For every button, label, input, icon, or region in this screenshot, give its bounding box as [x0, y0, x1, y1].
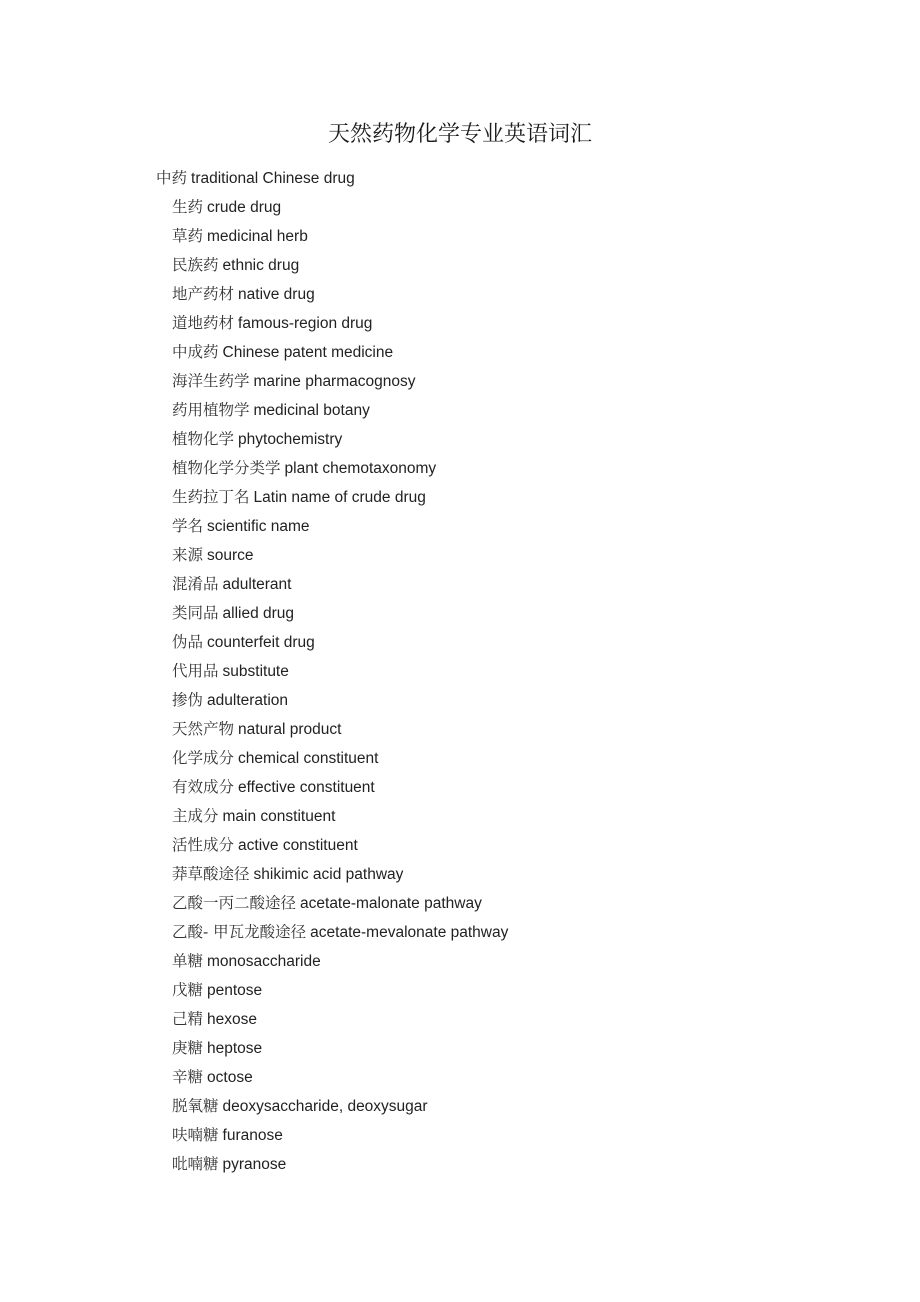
term-chinese: 中成药: [172, 343, 219, 361]
term-english: plant chemotaxonomy: [284, 460, 437, 477]
term-english: deoxysaccharide, deoxysugar: [222, 1098, 428, 1115]
term-english: marine pharmacognosy: [253, 373, 416, 390]
term-row: [156, 860, 856, 889]
term-english: acetate-malonate pathway: [300, 895, 482, 912]
term-english: effective constituent: [238, 779, 375, 796]
term-row: [156, 396, 856, 425]
term-row: [156, 773, 856, 802]
term-english: octose: [207, 1069, 253, 1086]
term-chinese: 药用植物学: [172, 401, 250, 419]
term-row: [156, 657, 856, 686]
term-chinese: 活性成分: [172, 836, 235, 854]
term-chinese: 草药: [172, 227, 204, 245]
term-row: [156, 541, 856, 570]
term-row: [156, 483, 856, 512]
term-chinese: 代用品: [172, 662, 219, 680]
term-row: [156, 599, 856, 628]
term-row: [156, 1005, 856, 1034]
term-row: [156, 1150, 856, 1179]
term-row: [156, 1034, 856, 1063]
term-english: medicinal herb: [207, 228, 308, 245]
term-row: [156, 1121, 856, 1150]
term-chinese: 化学成分: [172, 749, 235, 767]
term-english: famous-region drug: [238, 315, 373, 332]
term-english: traditional Chinese drug: [191, 170, 355, 187]
term-english: Chinese patent medicine: [222, 344, 394, 361]
term-english: heptose: [207, 1040, 263, 1057]
term-english: phytochemistry: [238, 431, 343, 448]
term-row: [156, 947, 856, 976]
term-row: [156, 222, 856, 251]
term-row: [156, 802, 856, 831]
term-row: [156, 1063, 856, 1092]
term-chinese: 己精: [172, 1010, 204, 1028]
term-chinese: 混淆品: [172, 575, 219, 593]
term-chinese: 戊糖: [172, 981, 204, 999]
term-row: [156, 454, 856, 483]
term-chinese: 庚糖: [172, 1039, 204, 1057]
term-chinese: 主成分: [172, 807, 219, 825]
term-english: native drug: [238, 286, 315, 303]
term-list: [156, 164, 856, 1179]
term-chinese: 单糖: [172, 952, 204, 970]
term-chinese: 生药: [172, 198, 204, 216]
term-chinese: 民族药: [172, 256, 219, 274]
term-english: source: [207, 547, 254, 564]
term-chinese: 道地药材: [172, 314, 235, 332]
term-row: [156, 193, 856, 222]
term-english: ethnic drug: [222, 257, 300, 274]
term-english: acetate-mevalonate pathway: [310, 924, 509, 941]
term-chinese: 脱氧糖: [172, 1097, 219, 1115]
term-chinese: 辛糖: [172, 1068, 204, 1086]
term-english: pyranose: [222, 1156, 287, 1173]
term-chinese: 生药拉丁名: [172, 488, 250, 506]
term-chinese: 学名: [172, 517, 204, 535]
term-row: [156, 309, 856, 338]
term-english: hexose: [207, 1011, 257, 1028]
term-english: active constituent: [238, 837, 358, 854]
term-chinese: 掺伪: [172, 691, 204, 709]
term-chinese: 有效成分: [172, 778, 235, 796]
term-chinese: 海洋生药学: [172, 372, 250, 390]
term-chinese: 伪品: [172, 633, 204, 651]
term-chinese: 类同品: [172, 604, 219, 622]
term-row: [156, 338, 856, 367]
term-chinese: 来源: [172, 546, 204, 564]
term-row: [156, 1092, 856, 1121]
term-english: adulterant: [222, 576, 292, 593]
term-english: substitute: [222, 663, 289, 680]
term-row: [156, 976, 856, 1005]
term-row: [156, 164, 856, 193]
term-english: medicinal botany: [253, 402, 370, 419]
term-chinese: 中药: [156, 169, 188, 187]
term-english: allied drug: [222, 605, 295, 622]
term-row: [156, 889, 856, 918]
term-row: [156, 686, 856, 715]
term-english: crude drug: [207, 199, 282, 216]
term-row: [156, 628, 856, 657]
term-english: main constituent: [222, 808, 336, 825]
term-row: [156, 280, 856, 309]
term-chinese: 呋喃糖: [172, 1126, 219, 1144]
term-row: [156, 918, 856, 947]
term-row: [156, 744, 856, 773]
term-chinese: 植物化学分类学: [172, 459, 281, 477]
term-chinese: 吡喃糖: [172, 1155, 219, 1173]
term-english: monosaccharide: [207, 953, 321, 970]
term-chinese: 莽草酸途径: [172, 865, 250, 883]
term-chinese: 地产药材: [172, 285, 235, 303]
page-title: 天然药物化学专业英语词汇: [327, 122, 592, 147]
term-chinese: 天然产物: [172, 720, 235, 738]
term-row: [156, 425, 856, 454]
term-row: [156, 715, 856, 744]
term-english: shikimic acid pathway: [253, 866, 404, 883]
term-english: counterfeit drug: [207, 634, 315, 651]
term-english: adulteration: [207, 692, 289, 709]
term-row: [156, 512, 856, 541]
term-english: chemical constituent: [238, 750, 379, 767]
term-english: natural product: [238, 721, 342, 738]
term-chinese: 乙酸- 甲瓦龙酸途径: [172, 923, 307, 941]
term-chinese: 乙酸一丙二酸途径: [172, 894, 297, 912]
term-english: Latin name of crude drug: [253, 489, 426, 506]
term-english: scientific name: [207, 518, 310, 535]
term-english: pentose: [207, 982, 263, 999]
term-chinese: 植物化学: [172, 430, 235, 448]
term-row: [156, 831, 856, 860]
term-row: [156, 570, 856, 599]
term-row: [156, 367, 856, 396]
term-row: [156, 251, 856, 280]
term-english: furanose: [222, 1127, 283, 1144]
